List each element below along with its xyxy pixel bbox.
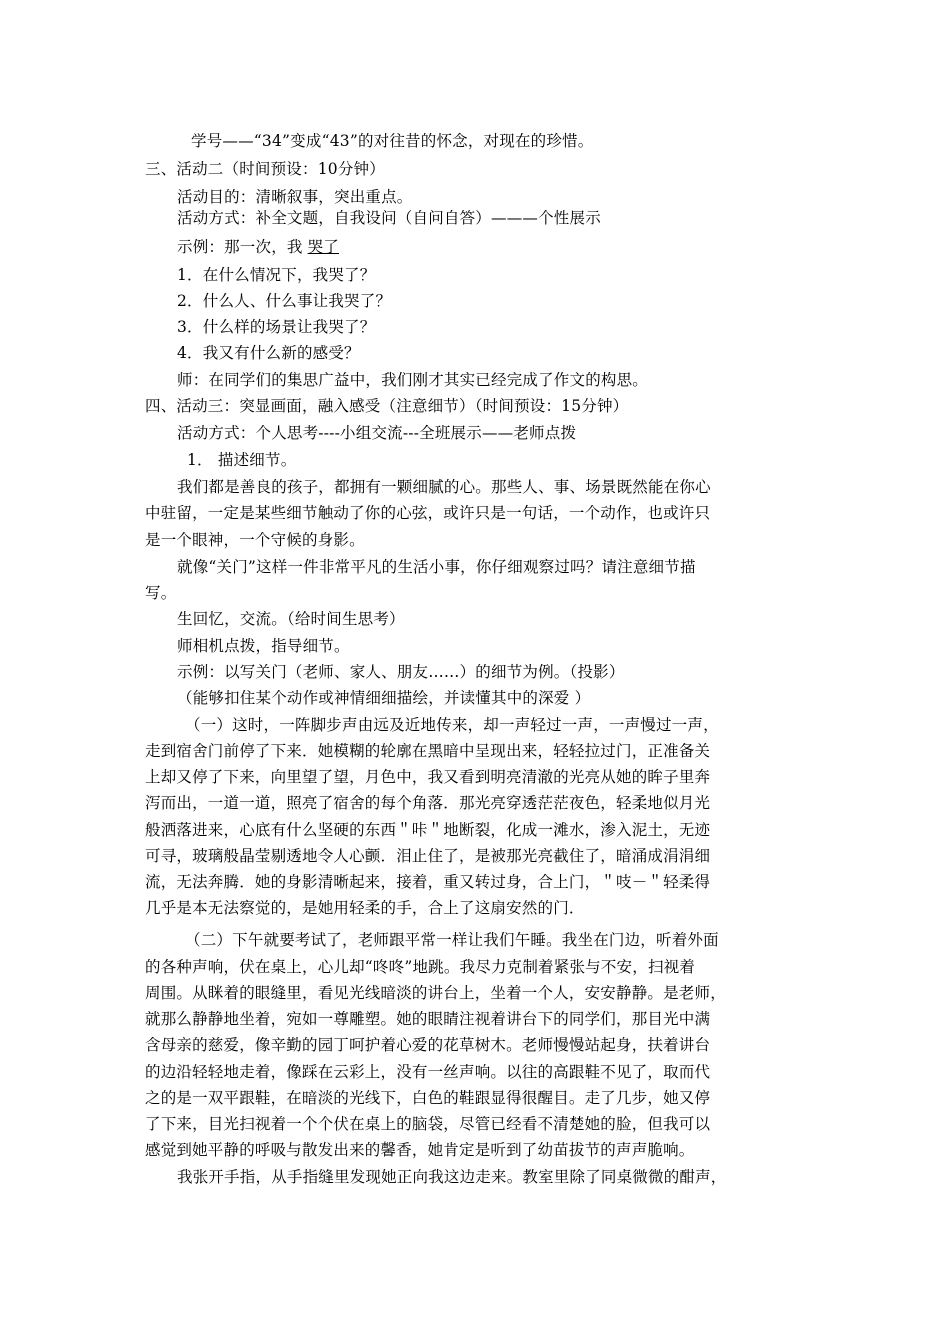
list-item: 1． 描述细节。 <box>187 451 297 469</box>
text-line: 师相机点拨，指导细节。 <box>177 637 350 655</box>
text-line: 活动目的：清晰叙事，突出重点。 <box>177 188 413 206</box>
example-prefix: 示例：那一次，我 <box>177 238 303 256</box>
list-item: 2．什么人、什么事让我哭了？ <box>177 292 392 310</box>
text-line: 生回忆，交流。（给时间生思考） <box>177 610 405 628</box>
paragraph-line: 写。 <box>145 584 177 602</box>
paragraph-line: （一）这时，一阵脚步声由远及近地传来，却一声轻过一声，一声慢过一声， <box>185 716 719 734</box>
example-answer: 哭了 <box>307 238 340 256</box>
paragraph-line: 的边沿轻轻地走着，像踩在云彩上，没有一丝声响。以往的高跟鞋不见了，取而代 <box>145 1063 711 1081</box>
paragraph-line: 的各种声响，伏在桌上，心儿却“咚咚”地跳。我尽力克制着紧张与不安，扫视着 <box>145 958 696 976</box>
list-item: 1．在什么情况下，我哭了？ <box>177 266 376 284</box>
example-line <box>177 237 345 257</box>
paragraph-line: 中驻留，一定是某些细节触动了你的心弦，或许只是一句话，一个动作，也或许只 <box>145 504 711 522</box>
text-line: 活动方式：补全文题，自我设问（自问自答）———个性展示 <box>177 209 601 227</box>
paragraph-line: 就那么静静地坐着，宛如一尊雕塑。她的眼睛注视着讲台下的同学们，那目光中满 <box>145 1010 711 1028</box>
text-line: 学号——“34”变成“43”的对往昔的怀念，对现在的珍惜。 <box>191 132 594 150</box>
paragraph-line: 走到宿舍门前停了下来．她模糊的轮廓在黑暗中呈现出来，轻轻拉过门，正准备关 <box>145 742 711 760</box>
paragraph-line: 几乎是本无法察觉的，是她用轻柔的手，合上了这扇安然的门． <box>145 899 585 917</box>
paragraph-line: 泻而出，一道一道，照亮了宿舍的每个角落．那光亮穿透茫茫夜色，轻柔地似月光 <box>145 794 711 812</box>
paragraph-line: 我们都是善良的孩子，都拥有一颗细腻的心。那些人、事、场景既然能在你心 <box>177 478 711 496</box>
paragraph-line: （二）下午就要考试了，老师跟平常一样让我们午睡。我坐在门边，听着外面 <box>185 931 719 949</box>
paragraph-line: 就像“关门”这样一件非常平凡的生活小事，你仔细观察过吗？请注意细节描 <box>177 558 696 576</box>
paragraph-line: 流，无法奔腾．她的身影清晰起来，接着，重又转过身，合上门，＂吱－＂轻柔得 <box>145 873 711 891</box>
list-item: 3．什么样的场景让我哭了？ <box>177 318 376 336</box>
paragraph-line: 之的是一双平跟鞋，在暗淡的光线下，白色的鞋跟显得很醒目。走了几步，她又停 <box>145 1089 711 1107</box>
paragraph-line: 含母亲的慈爱，像辛勤的园丁呵护着心爱的花草树木。老师慢慢站起身，扶着讲台 <box>145 1036 711 1054</box>
paragraph-line: 上却又停了下来，向里望了望，月色中，我又看到明亮清澈的光亮从她的眸子里奔 <box>145 768 711 786</box>
text-line: 示例：以写关门（老师、家人、朋友……）的细节为例。（投影） <box>177 663 625 681</box>
text-line: 师：在同学们的集思广益中，我们刚才其实已经完成了作文的构思。 <box>177 371 649 389</box>
paragraph-line: 我张开手指，从手指缝里发现她正向我这边走来。教室里除了同桌微微的酣声， <box>177 1168 727 1186</box>
section-heading: 三、活动二（时间预设：10分钟） <box>145 160 385 178</box>
list-item: 4．我又有什么新的感受？ <box>177 344 360 362</box>
paragraph-line: 是一个眼神，一个守候的身影。 <box>145 531 365 549</box>
paragraph-line: 了下来，目光扫视着一个个伏在桌上的脑袋，尽管已经看不清楚她的脸，但我可以 <box>145 1115 711 1133</box>
text-line: 活动方式：个人思考----小组交流---全班展示——老师点拨 <box>177 424 577 442</box>
text-line: （能够扣住某个动作或神情细细描绘，并读懂其中的深爱 ） <box>177 689 591 707</box>
paragraph-line: 周围。从眯着的眼缝里，看见光线暗淡的讲台上，坐着一个人，安安静静。是老师， <box>145 984 726 1002</box>
paragraph-line: 感觉到她平静的呼吸与散发出来的馨香，她肯定是听到了幼苗拔节的声声脆响。 <box>145 1141 695 1159</box>
paragraph-line: 般洒落进来，心底有什么坚硬的东西＂咔＂地断裂，化成一滩水，渗入泥土，无迹 <box>145 821 711 839</box>
paragraph-line: 可寻，玻璃般晶莹剔透地令人心颤．泪止住了，是被那光亮截住了，暗涌成涓涓细 <box>145 847 711 865</box>
section-heading: 四、活动三：突显画面，融入感受（注意细节）（时间预设：15分钟） <box>145 397 629 415</box>
